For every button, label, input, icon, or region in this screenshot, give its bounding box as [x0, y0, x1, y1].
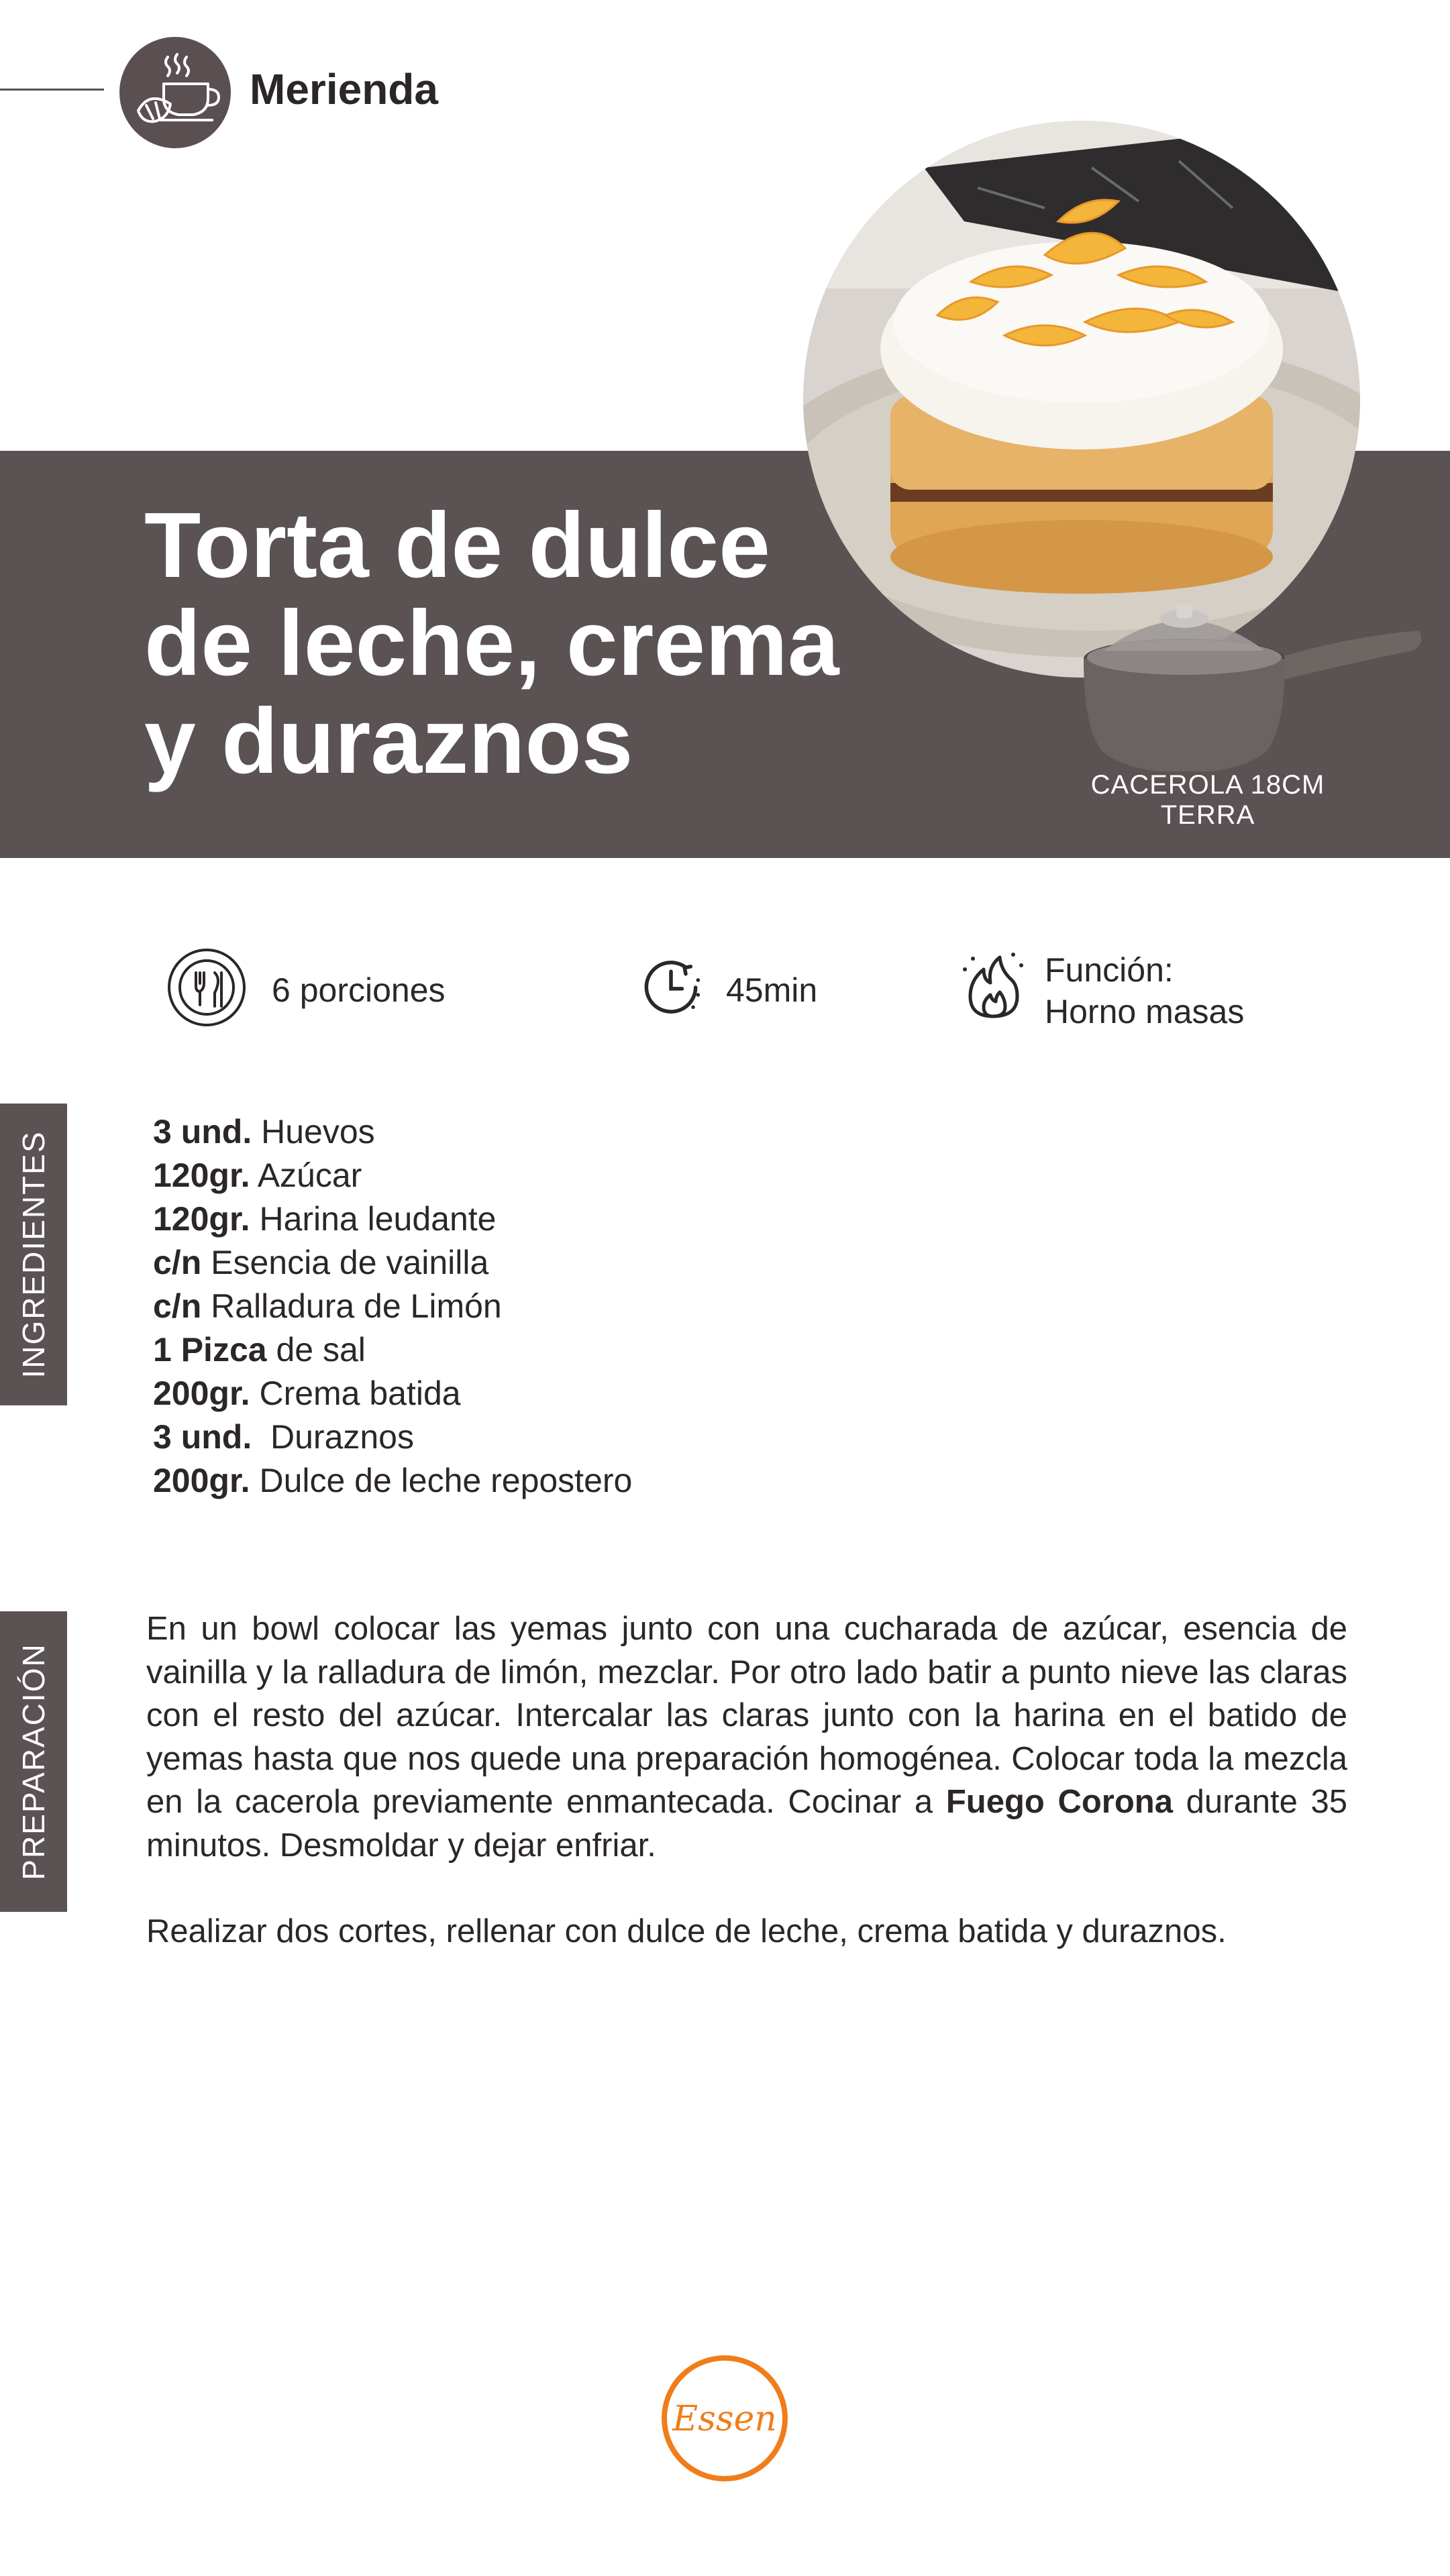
ingredient-row: [153, 1459, 632, 1503]
ingredient-name: de sal: [266, 1331, 366, 1368]
saucepan-image: [1077, 584, 1426, 771]
ingredient-qty: 200gr.: [153, 1462, 250, 1499]
preparation-tab-label: PREPARACIÓN: [16, 1643, 51, 1880]
recipe-title-line: de leche, crema: [144, 592, 839, 695]
ingredient-name: Crema batida: [250, 1375, 461, 1412]
ingredient-qty: 200gr.: [153, 1375, 250, 1412]
ingredient-qty: c/n: [153, 1287, 202, 1325]
ingredient-row: [153, 1241, 632, 1285]
ingredient-name: Harina leudante: [250, 1200, 497, 1238]
portions-text: 6 porciones: [272, 971, 446, 1009]
ingredient-name: Dulce de leche repostero: [250, 1462, 633, 1499]
ingredient-row: [153, 1415, 632, 1459]
flame-icon: [960, 949, 1027, 1023]
ingredient-row: [153, 1285, 632, 1328]
function-value: Horno masas: [1045, 993, 1245, 1030]
ingredient-qty: 1 Pizca: [153, 1331, 267, 1368]
ingredient-row: [153, 1328, 632, 1372]
ingredient-qty: 120gr.: [153, 1157, 250, 1194]
ingredient-row: [153, 1372, 632, 1415]
coffee-cup-croissant-icon: [119, 37, 231, 148]
preparation-tab: [0, 1611, 67, 1912]
svg-text:Essen: Essen: [672, 2399, 777, 2439]
ingredient-row: [153, 1197, 632, 1241]
category-title: Merienda: [250, 65, 438, 113]
ingredient-name: Duraznos: [252, 1418, 414, 1456]
preparation-paragraph: Realizar dos cortes, rellenar con dulce de leche, crema batida y duraznos.: [146, 1913, 1227, 1949]
preparation-text: [146, 1607, 1347, 1953]
ingredient-name: Ralladura de Limón: [201, 1287, 502, 1325]
ingredients-list: [153, 1110, 632, 1503]
product-name-label: CACEROLA 18CM TERRA: [1090, 770, 1325, 830]
ingredients-tab: [0, 1104, 67, 1405]
ingredient-qty: 3 und.: [153, 1418, 252, 1456]
plate-cutlery-icon: [166, 947, 247, 1028]
ingredient-qty: 120gr.: [153, 1200, 250, 1238]
preparation-bold-term: Fuego Corona: [945, 1784, 1173, 1820]
preparation-text-part: En un bowl colocar las yemas junto con una cucharada de azúcar, esencia de vainilla y la ralladura de limón, mezclar. Por otro lado batir a punto nieve las claras con el resto del azúcar. Intercalar las claras junto con la harina en el batido de yemas hasta que nos quede una preparación homogénea. Colocar toda la mezcla en la cacerola previamente enmantecada. Cocinar a: [146, 1611, 1347, 1820]
preparation-text-part: durante 35 minutos. Desmoldar y dejar enfriar.: [146, 1784, 1348, 1864]
function-label: Función:: [1045, 951, 1174, 989]
ingredient-qty: 3 und.: [153, 1113, 252, 1150]
ingredient-row: [153, 1110, 632, 1154]
recipe-title: [144, 494, 882, 793]
ingredient-name: Esencia de vainilla: [201, 1244, 489, 1281]
ingredients-tab-label: INGREDIENTES: [16, 1130, 51, 1379]
time-text: 45min: [726, 971, 818, 1009]
recipe-title-line: Torta de dulce: [144, 494, 770, 597]
ingredient-qty: c/n: [153, 1244, 202, 1281]
recipe-title-line: y duraznos: [144, 690, 633, 793]
function-block: [1045, 949, 1244, 1032]
essen-logo: [658, 2351, 792, 2485]
ingredient-name: Huevos: [252, 1113, 375, 1150]
ingredient-name: Azúcar: [250, 1157, 362, 1194]
header-divider-line: [0, 89, 104, 91]
ingredient-row: [153, 1154, 632, 1197]
preparation-paragraph: [146, 1607, 1347, 1867]
clock-icon: [634, 951, 708, 1024]
